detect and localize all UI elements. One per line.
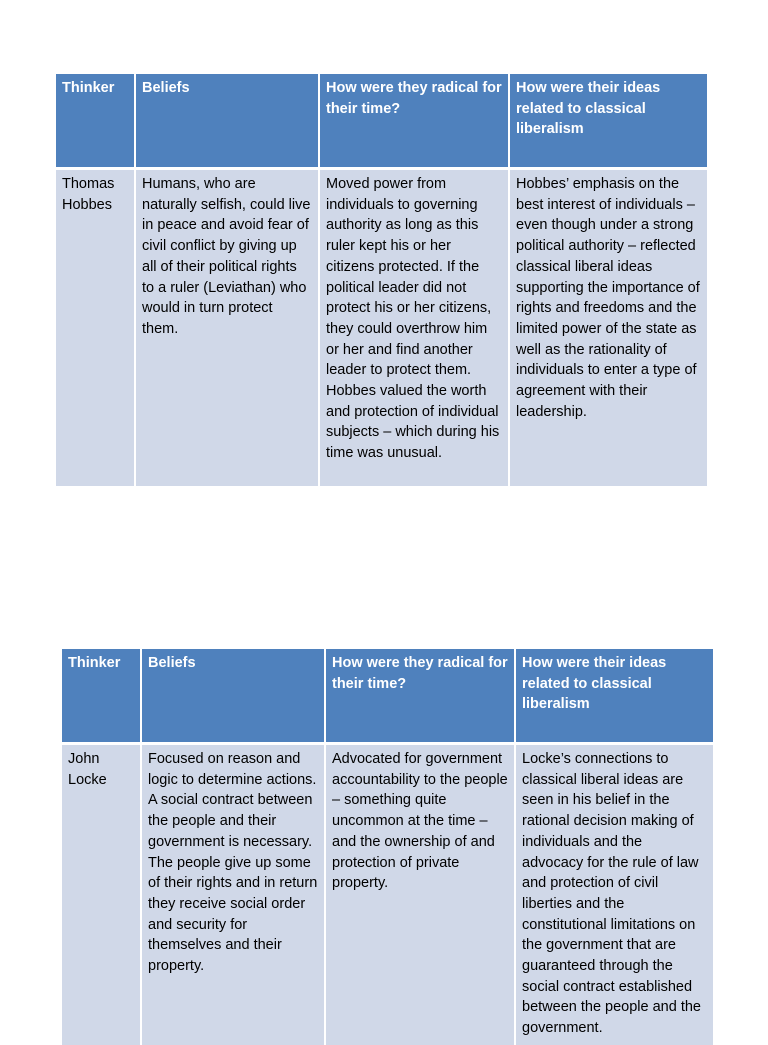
header-liberalism: How were their ideas related to classical liberalism bbox=[510, 74, 707, 170]
header-thinker: Thinker bbox=[62, 649, 142, 745]
cell-liberalism: Hobbes’ emphasis on the best interest of individuals – even though under a strong political authority – reflected classical liberal ideas supporting the importance of rights and freedoms and the limited power of the state as well as the rationality of individuals to enter a type of agreement with their leadership. bbox=[510, 170, 707, 486]
cell-beliefs: Focused on reason and logic to determine actions. A social contract between the people and their government is necessary. The people give up some of their rights and in return they receive social order and security for themselves and their property. bbox=[142, 745, 326, 1045]
header-beliefs: Beliefs bbox=[142, 649, 326, 745]
header-radical: How were they radical for their time? bbox=[320, 74, 510, 170]
cell-radical: Moved power from individuals to governing authority as long as this ruler kept his or her citizens protected. If the political leader did not protect his or her citizens, they could overthrow him or her and find another leader to protect them. Hobbes valued the worth and protection of individual subjects – which during his time was unusual. bbox=[320, 170, 510, 486]
cell-liberalism: Locke’s connections to classical liberal ideas are seen in his belief in the rational decision making of individuals and the advocacy for the rule of law and protection of civil liberties and the constitutional limitations on the government that are guaranteed through the social contract established between the people and the government. bbox=[516, 745, 713, 1045]
table-row bbox=[56, 170, 707, 486]
cell-radical: Advocated for government accountability to the people – something quite uncommon at the time – and the ownership of and protection of private property. bbox=[326, 745, 516, 1045]
header-radical: How were they radical for their time? bbox=[326, 649, 516, 745]
table-row bbox=[62, 745, 713, 1045]
cell-thinker: John Locke bbox=[62, 745, 142, 1045]
table-header-row bbox=[62, 649, 713, 745]
thinker-table-locke bbox=[62, 649, 713, 1045]
cell-beliefs: Humans, who are naturally selfish, could live in peace and avoid fear of civil conflict by giving up all of their political rights to a ruler (Leviathan) who would in turn protect them. bbox=[136, 170, 320, 486]
thinker-table-hobbes bbox=[56, 74, 707, 486]
header-beliefs: Beliefs bbox=[136, 74, 320, 170]
header-thinker: Thinker bbox=[56, 74, 136, 170]
cell-thinker: Thomas Hobbes bbox=[56, 170, 136, 486]
table-header-row bbox=[56, 74, 707, 170]
header-liberalism: How were their ideas related to classical liberalism bbox=[516, 649, 713, 745]
